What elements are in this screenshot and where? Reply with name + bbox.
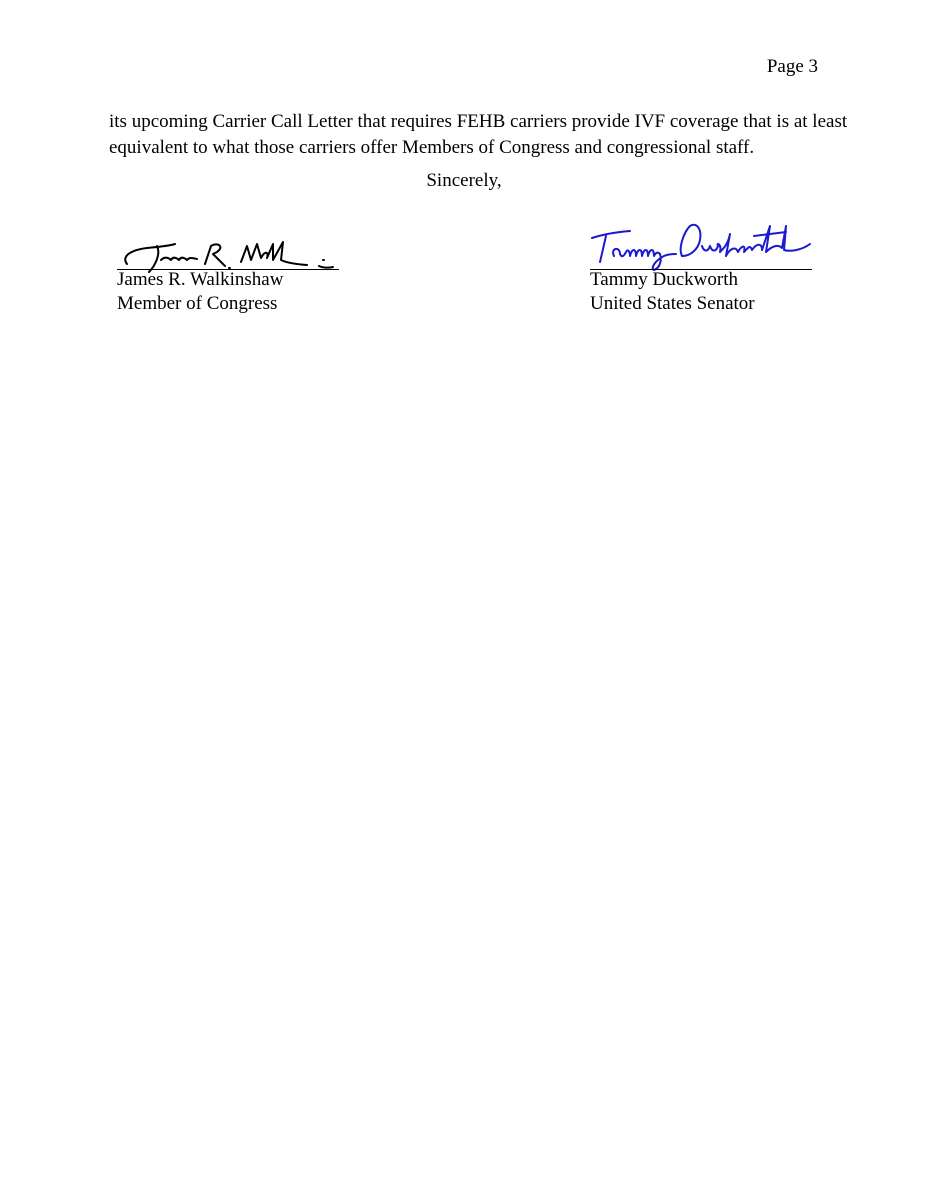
signatory-title: Member of Congress bbox=[117, 293, 278, 314]
signature-block-walkinshaw bbox=[117, 222, 339, 316]
signature-line bbox=[590, 269, 812, 270]
closing-salutation: Sincerely, bbox=[426, 170, 502, 191]
handwritten-signature-icon bbox=[117, 222, 339, 270]
signatory-title: United States Senator bbox=[590, 293, 755, 314]
body-line: its upcoming Carrier Call Letter that requires FEHB carriers provide IVF coverage that is at least bbox=[109, 111, 848, 132]
handwritten-signature-icon bbox=[590, 212, 812, 270]
signature-area bbox=[590, 212, 812, 270]
signature-block-duckworth bbox=[590, 212, 812, 316]
signature-line bbox=[117, 269, 339, 270]
body-line: equivalent to what those carriers offer Members of Congress and congressional staff. bbox=[109, 137, 755, 158]
signatory-name: Tammy Duckworth bbox=[590, 269, 739, 290]
page-number: Page 3 bbox=[766, 56, 818, 77]
signatory-name: James R. Walkinshaw bbox=[117, 269, 284, 290]
letter-body bbox=[109, 109, 848, 161]
signature-area bbox=[117, 222, 339, 270]
